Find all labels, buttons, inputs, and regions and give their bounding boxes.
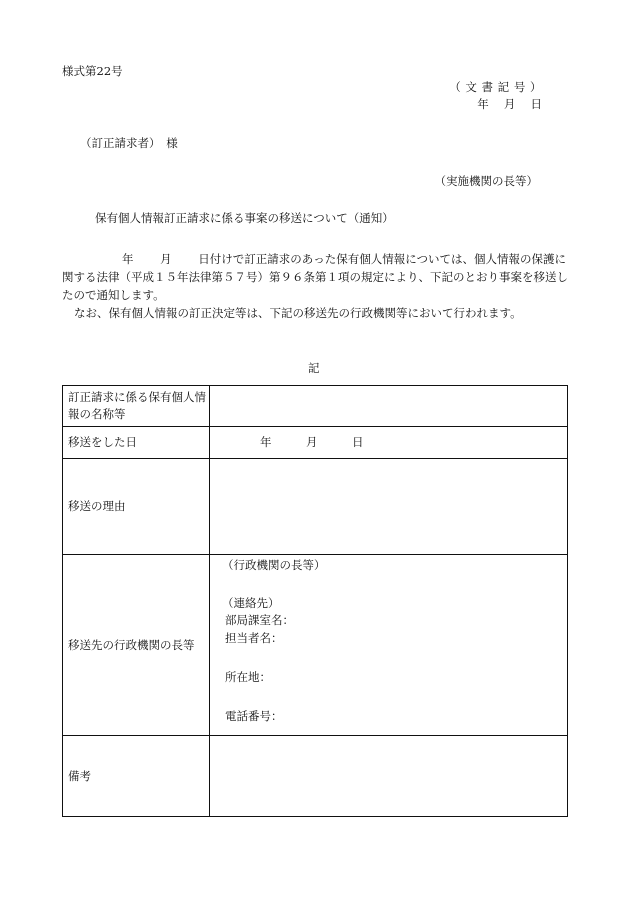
table-row [63, 427, 568, 459]
info-name-field[interactable] [210, 386, 568, 427]
destination-head-text: （行政機関の長等） [222, 558, 326, 572]
table-row [63, 736, 568, 817]
transfer-reason-label: 移送の理由 [63, 459, 210, 555]
body-paragraph-2: なお、保有個人情報の訂正決定等は、下記の移送先の行政機関等において行われます。 [74, 306, 522, 320]
transfer-reason-field[interactable] [210, 459, 568, 555]
remarks-field[interactable] [210, 736, 568, 817]
table-row [63, 555, 568, 736]
body-paragraph-1: 年 月 日付けで訂正請求のあった保有個人情報については、個人情報の保護に関する法律（平成１５年法律第５７号）第９６条第１項の規定により、下記のとおり事案を移送したので通知します。 [62, 252, 568, 302]
ki-heading: 記 [308, 361, 320, 375]
address-label: 所在地： [225, 670, 271, 684]
transfer-details-table [62, 385, 568, 817]
destination-contact-field[interactable] [210, 555, 568, 736]
body-text [62, 250, 572, 322]
form-number: 様式第22号 [62, 64, 123, 78]
remarks-label: 備考 [63, 736, 210, 817]
document-number: （ 文 書 記 号 ） [449, 80, 542, 94]
destination-head-label: 移送先の行政機関の長等 [63, 555, 210, 736]
phone-label: 電話番号： [225, 709, 283, 723]
issuer: （実施機関の長等） [434, 174, 538, 188]
person-label: 担当者名： [225, 631, 283, 645]
table-row [63, 459, 568, 555]
table-row [63, 386, 568, 427]
addressee: （訂正請求者） 様 [80, 136, 178, 150]
dept-label: 部局課室名： [225, 613, 294, 627]
contact-heading: （連絡先） [222, 596, 280, 610]
document-title: 保有個人情報訂正請求に係る事案の移送について（通知） [95, 211, 394, 225]
info-name-label: 訂正請求に係る保有個人情報の名称等 [63, 386, 210, 427]
document-date: 年 月 日 [477, 97, 542, 111]
transfer-date-label: 移送をした日 [63, 427, 210, 459]
transfer-date-field[interactable]: 年 月 日 [210, 427, 568, 459]
